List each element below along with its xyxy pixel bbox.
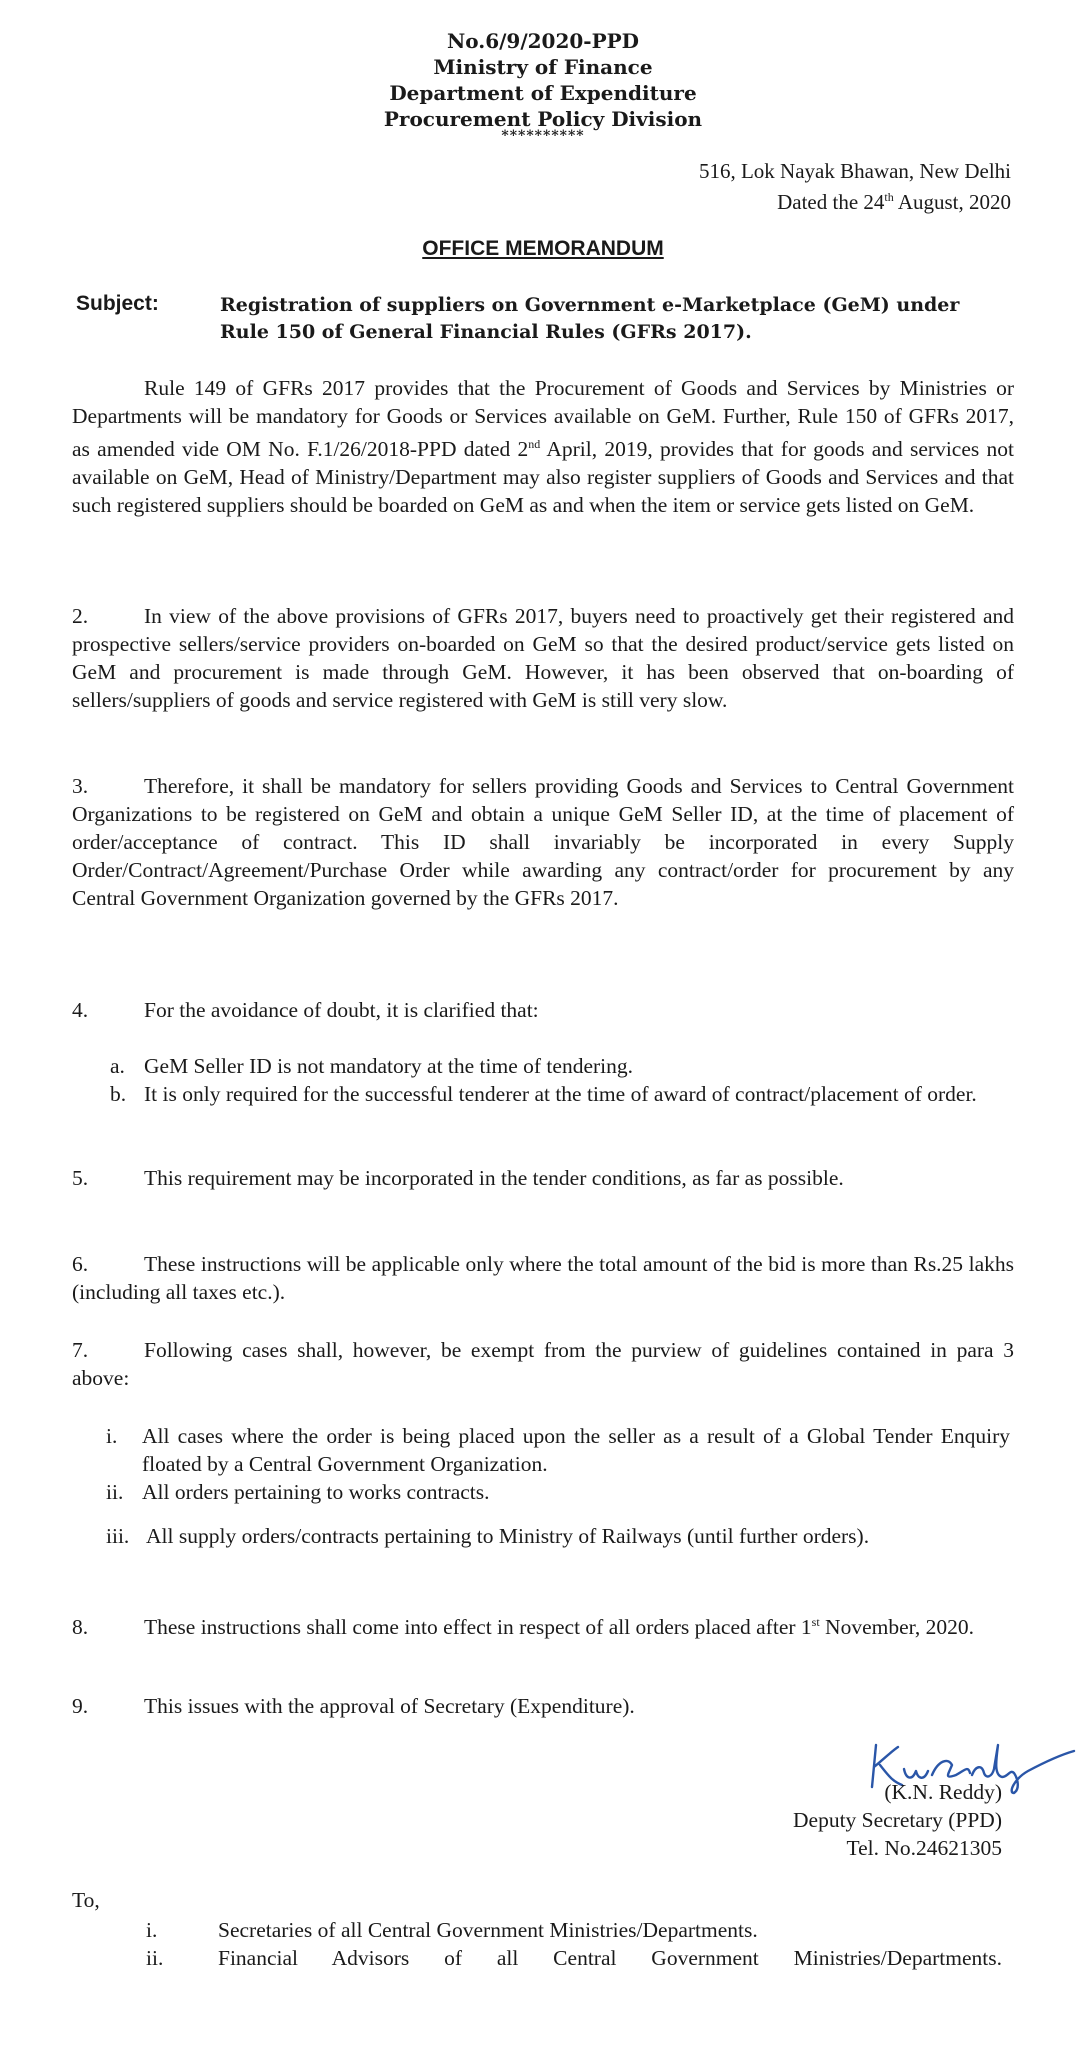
signatory-name: (K.N. Reddy)	[884, 1780, 1002, 1804]
memo-title: OFFICE MEMORANDUM	[422, 237, 664, 260]
ministry-name: Ministry of Finance	[433, 55, 653, 79]
subject-text: Registration of suppliers on Government e-Marketplace (GeM) under Rule 150 of General Financial Rules (GFRs 2017).	[220, 294, 960, 343]
paragraph-9: 9. This issues with the approval of Secretary (Expenditure).	[72, 1694, 635, 1718]
paragraph-8: 8. These instructions shall come into effect in respect of all orders placed after 1st November, 2020.	[72, 1615, 975, 1640]
paragraph-5: 5. This requirement may be incorporated in the tender conditions, as far as possible.	[72, 1166, 844, 1190]
division-name: Procurement Policy Division	[383, 107, 703, 131]
recipient-item: ii. Financial Advisors of all Central Government Ministries/Departments.	[146, 1946, 1002, 1970]
paragraph-6: 6. These instructions will be applicable only where the total amount of the bid is more than Rs.25 lakhs (including all taxes etc.).	[72, 1252, 1014, 1304]
signatory-telephone: Tel. No.24621305	[846, 1836, 1002, 1860]
paragraph-2: 2. In view of the above provisions of GFRs 2017, buyers need to proactively get their registered and prospective sellers/service providers on-boarded on GeM so that the desired product/service gets listed on GeM and procurement is made through GeM. However, it has been observed that on-boarding of sellers/suppliers of goods and service registered with GeM is still very slow.	[72, 604, 1014, 712]
list-item: i. All cases where the order is being placed upon the seller as a result of a Global Tender Enquiry floated by a Central Government Organization.	[106, 1424, 1010, 1476]
signatory-designation: Deputy Secretary (PPD)	[793, 1808, 1002, 1832]
memo-date: Dated the 24th August, 2020	[777, 190, 1011, 214]
paragraph-7: 7. Following cases shall, however, be exempt from the purview of guidelines contained in para 3 above:	[72, 1338, 1014, 1390]
paragraph-4: 4. For the avoidance of doubt, it is clarified that:	[72, 998, 539, 1022]
list-item: b. It is only required for the successful tenderer at the time of award of contract/placement of order.	[110, 1082, 977, 1106]
paragraph-3: 3. Therefore, it shall be mandatory for sellers providing Goods and Services to Central Government Organizations to be registered on GeM and obtain a unique GeM Seller ID, at the time of placement of order/acceptance of contract. This ID shall invariably be incorporated in every Supply Order/Contract/Agreement/Purchase Order while awarding any contract/order for procurement by any Central Government Organization governed by the GFRs 2017.	[72, 774, 1014, 910]
subject-label: Subject:	[76, 292, 159, 315]
office-address: 516, Lok Nayak Bhawan, New Delhi	[698, 159, 1011, 183]
list-item: a. GeM Seller ID is not mandatory at the time of tendering.	[110, 1054, 633, 1078]
file-number: No.6/9/2020-PPD	[446, 29, 640, 53]
recipients-heading: To,	[72, 1888, 100, 1912]
list-item: ii. All orders pertaining to works contracts.	[106, 1480, 490, 1504]
header-stars: **********	[501, 128, 585, 144]
paragraph-1: Rule 149 of GFRs 2017 provides that the Procurement of Goods and Services by Ministries or Departments will be mandatory for Goods or Services available on GeM. Further, Rule 150 of GFRs 2017, as amended vide OM No. F.1/26/2018-PPD dated 2nd April, 2019, provides that for goods and services not available on GeM, Head of Ministry/Department may also register suppliers of Goods and Services and that such registered suppliers should be boarded on GeM as and when the item or service gets listed on GeM.	[72, 376, 1014, 518]
list-item: iii. All supply orders/contracts pertaining to Ministry of Railways (until further orders).	[106, 1524, 870, 1548]
department-name: Department of Expenditure	[389, 81, 697, 105]
recipient-item: i. Secretaries of all Central Government Ministries/Departments.	[146, 1918, 758, 1942]
